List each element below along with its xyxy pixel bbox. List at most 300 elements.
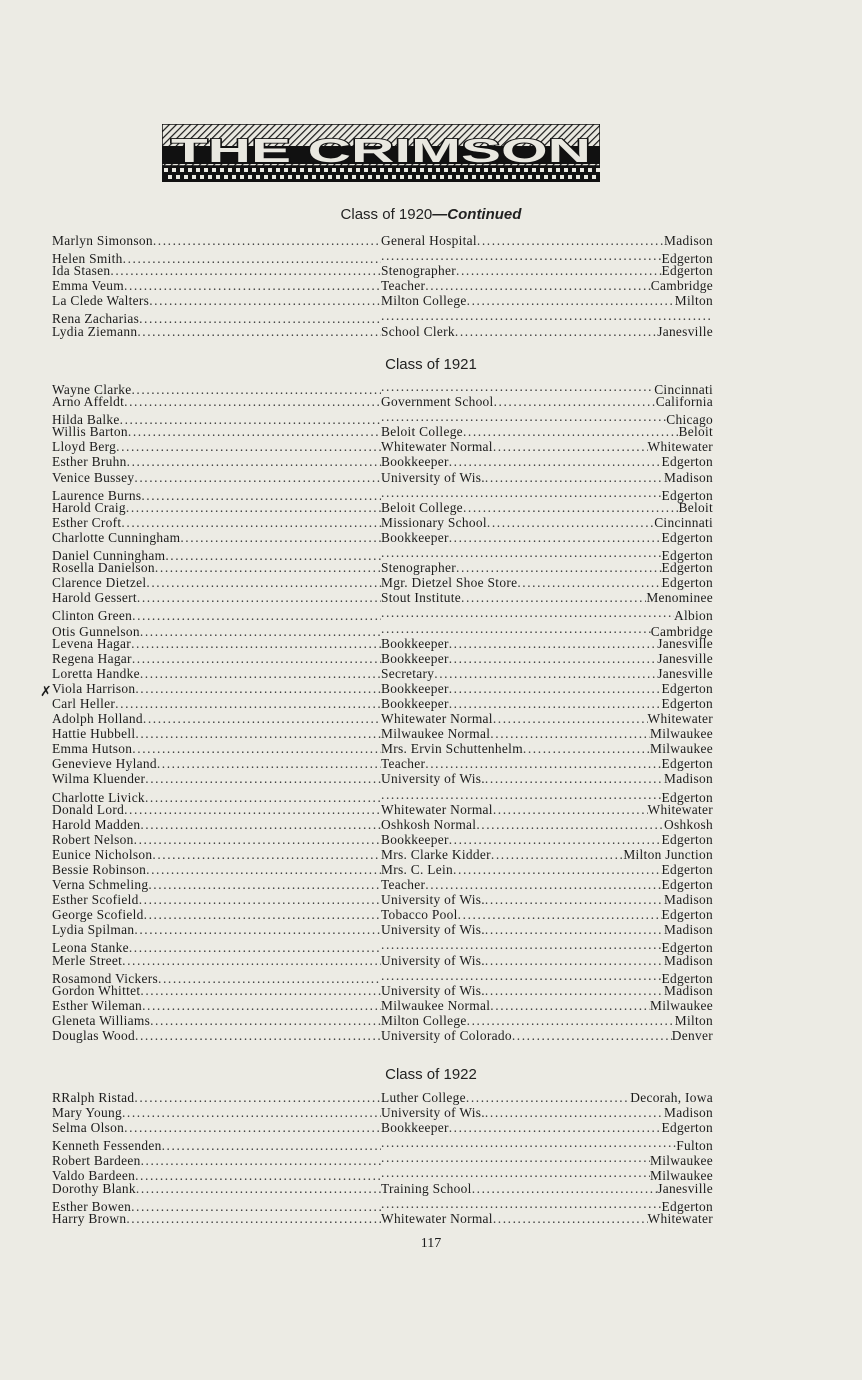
entry-occupation: University of Wis. xyxy=(381,469,485,485)
list-item xyxy=(52,696,713,711)
entry-name: Rena Zacharias xyxy=(52,311,140,327)
entry-name-cell xyxy=(52,832,381,847)
list-item xyxy=(52,308,713,327)
list-item xyxy=(52,439,713,454)
leader-dots xyxy=(135,726,381,741)
leader-dots xyxy=(149,293,381,308)
entry-occupation: Bookkeeper xyxy=(381,635,449,651)
entry-occupation: Tobacco Pool xyxy=(381,907,458,923)
banner-title: THE CRIMSON xyxy=(171,132,591,169)
entry-name-cell xyxy=(52,771,381,786)
entry-name: Lydia Spilman xyxy=(52,922,135,938)
entry-place: Madison xyxy=(664,982,713,998)
list-item xyxy=(52,1090,713,1105)
entry-name: Rosamond Vickers xyxy=(52,970,159,986)
entry-occupation-cell xyxy=(381,278,651,293)
entry-place: Edgerton xyxy=(661,529,713,545)
entry-place: Menominee xyxy=(646,590,713,606)
entry-occupation-cell xyxy=(381,817,664,832)
section-heading-1922: Class of 1922 xyxy=(385,1066,477,1083)
entry-name: Charlotte Cunningham xyxy=(52,529,181,545)
leader-dots xyxy=(381,1196,662,1211)
list-item xyxy=(52,500,713,515)
leader-dots xyxy=(131,636,381,651)
entry-name: Bessie Robinson xyxy=(52,862,147,877)
entry-occupation-cell xyxy=(381,233,664,248)
leader-dots xyxy=(381,1135,676,1150)
entry-name-cell xyxy=(52,1105,381,1120)
entry-occupation-cell xyxy=(381,1150,650,1165)
leader-dots xyxy=(425,278,651,293)
leader-dots xyxy=(134,470,381,485)
entry-place: Milwaukee xyxy=(650,997,713,1013)
leader-dots xyxy=(126,1211,381,1226)
entry-name: Gordon Whittet xyxy=(52,982,141,998)
list-item xyxy=(52,1120,713,1135)
entry-occupation: Whitewater Normal xyxy=(381,439,493,455)
entry-occupation: Bookkeeper xyxy=(381,650,449,666)
leader-dots xyxy=(449,681,662,696)
entry-occupation-cell xyxy=(381,1105,664,1120)
entry-occupation-cell xyxy=(381,424,678,439)
entry-place: Edgerton xyxy=(661,831,713,847)
leader-dots xyxy=(137,324,381,339)
leader-dots xyxy=(449,454,662,469)
leader-dots xyxy=(381,248,662,263)
leader-dots xyxy=(463,500,679,515)
entry-occupation: University of Wis. xyxy=(381,922,485,938)
entry-occupation: Government School xyxy=(381,394,494,410)
entry-name: Esther Bruhn xyxy=(52,454,127,470)
list-item xyxy=(52,756,713,771)
entry-occupation-cell xyxy=(381,1135,676,1150)
entry-name: Venice Bussey xyxy=(52,469,135,485)
entry-occupation: Bookkeeper xyxy=(381,695,449,711)
entry-name-cell xyxy=(52,711,381,726)
leader-dots xyxy=(472,1181,658,1196)
entry-place: Milwaukee xyxy=(650,1168,713,1184)
entry-occupation-cell xyxy=(381,636,657,651)
leader-dots xyxy=(124,394,381,409)
entry-place: Madison xyxy=(664,952,713,968)
leader-dots xyxy=(381,485,662,500)
entry-occupation: University of Wis. xyxy=(381,892,485,908)
entry-occupation-cell xyxy=(381,922,664,937)
entry-occupation: Bookkeeper xyxy=(381,831,449,847)
leader-dots xyxy=(456,560,662,575)
leader-dots xyxy=(127,454,381,469)
leader-dots xyxy=(122,953,381,968)
entry-name-cell xyxy=(52,651,381,666)
leader-dots xyxy=(153,233,381,248)
leader-dots xyxy=(143,711,381,726)
list-item xyxy=(52,1181,713,1196)
entry-occupation: Whitewater Normal xyxy=(381,711,493,727)
entry-name: Douglas Wood xyxy=(52,1028,135,1044)
entry-occupation: Teacher xyxy=(381,756,426,772)
leader-dots xyxy=(494,394,656,409)
entry-name: Harry Brown xyxy=(52,1210,127,1226)
entry-place: Decorah, Iowa xyxy=(630,1090,713,1105)
entry-name: Ida Stasen xyxy=(52,263,111,279)
leader-dots xyxy=(453,862,661,877)
entry-occupation-cell xyxy=(381,968,662,983)
leader-dots xyxy=(180,530,381,545)
leader-dots xyxy=(135,1028,381,1043)
leader-dots xyxy=(425,756,661,771)
entry-place: Madison xyxy=(664,892,713,908)
entry-place: Madison xyxy=(664,1105,713,1121)
entry-place: Milwaukee xyxy=(650,741,713,757)
list-item xyxy=(52,817,713,832)
entry-name-cell xyxy=(52,907,381,922)
class-1921-list xyxy=(52,379,713,1043)
list-item xyxy=(52,233,713,248)
leader-dots xyxy=(493,711,648,726)
entry-occupation-cell xyxy=(381,1196,662,1211)
entry-occupation-cell xyxy=(381,394,656,409)
entry-name-cell xyxy=(52,862,381,877)
entry-name-cell xyxy=(52,892,381,907)
leader-dots xyxy=(124,278,381,293)
entry-place: Milton Junction xyxy=(623,846,713,862)
entry-occupation: Beloit College xyxy=(381,424,463,440)
entry-occupation-cell xyxy=(381,485,662,500)
entry-occupation-cell xyxy=(381,802,648,817)
leader-dots xyxy=(145,771,381,786)
entry-name-cell xyxy=(52,636,381,651)
list-item xyxy=(52,560,713,575)
leader-dots xyxy=(144,907,381,922)
entry-place: Whitewater xyxy=(647,1210,713,1226)
leader-dots xyxy=(126,500,381,515)
entry-name: Carl Heller xyxy=(52,695,116,711)
entry-name-cell xyxy=(52,515,381,530)
entry-name: Harold Craig xyxy=(52,499,126,515)
list-item xyxy=(52,847,713,862)
entry-place: Whitewater xyxy=(647,439,713,455)
entry-name: Eunice Nicholson xyxy=(52,846,153,862)
entry-place: Milton xyxy=(674,293,713,309)
list-item xyxy=(52,621,713,639)
entry-name-cell xyxy=(52,1211,381,1226)
list-item xyxy=(52,1013,713,1028)
entry-occupation: University of Wis. xyxy=(381,1105,485,1121)
leader-dots xyxy=(434,666,657,681)
entry-name-cell xyxy=(52,998,381,1013)
entry-occupation: School Clerk xyxy=(381,323,455,339)
entry-occupation-cell xyxy=(381,756,662,771)
entry-occupation-cell xyxy=(381,1120,662,1135)
list-item xyxy=(52,263,713,278)
entry-occupation: Milwaukee Normal xyxy=(381,997,491,1013)
entry-name-cell xyxy=(52,263,381,278)
entry-occupation: Whitewater Normal xyxy=(381,1210,493,1226)
entry-occupation: Mrs. Ervin Schuttenhelm xyxy=(381,741,523,757)
entry-place: Denver xyxy=(671,1028,713,1044)
entry-name-cell xyxy=(52,293,381,308)
list-item xyxy=(52,1165,713,1184)
entry-name: Emma Veum xyxy=(52,278,124,294)
list-item xyxy=(52,248,713,267)
entry-occupation: Beloit College xyxy=(381,499,463,515)
entry-occupation-cell xyxy=(381,409,666,424)
entry-place: Edgerton xyxy=(661,575,713,591)
entry-place: Milton xyxy=(674,1012,713,1028)
entry-name-cell xyxy=(52,278,381,293)
leader-dots xyxy=(381,968,662,983)
entry-occupation-cell xyxy=(381,439,648,454)
leader-dots xyxy=(116,439,381,454)
entry-occupation: Bookkeeper xyxy=(381,1120,449,1136)
entry-name: RRalph Ristad xyxy=(52,1090,135,1105)
entry-place: Oshkosh xyxy=(664,816,713,832)
entry-occupation-cell xyxy=(381,726,650,741)
list-item xyxy=(52,892,713,907)
entry-occupation: Mgr. Dietzel Shoe Store xyxy=(381,575,518,591)
entry-occupation: General Hospital xyxy=(381,233,477,248)
entry-occupation: Missionary School xyxy=(381,514,487,530)
entry-occupation-cell xyxy=(381,454,662,469)
leader-dots xyxy=(493,1211,648,1226)
entry-occupation-cell xyxy=(381,862,662,877)
leader-dots xyxy=(152,847,381,862)
entry-place: California xyxy=(655,394,713,410)
check-mark: ✗ xyxy=(40,685,52,700)
entry-place: Edgerton xyxy=(661,1198,713,1214)
list-item xyxy=(52,293,713,308)
entry-name-cell xyxy=(52,439,381,454)
entry-occupation: Luther College xyxy=(381,1090,466,1105)
entry-occupation-cell xyxy=(381,711,648,726)
list-item xyxy=(52,515,713,530)
leader-dots xyxy=(455,324,657,339)
leader-dots xyxy=(449,696,662,711)
entry-name-cell xyxy=(52,560,381,575)
leader-dots xyxy=(381,605,674,620)
entry-occupation-cell xyxy=(381,907,662,922)
leader-dots xyxy=(381,545,662,560)
entry-occupation-cell xyxy=(381,953,664,968)
leader-dots xyxy=(485,1105,664,1120)
entry-place: Madison xyxy=(664,922,713,938)
entry-occupation: Whitewater Normal xyxy=(381,801,493,817)
entry-name-cell xyxy=(52,470,381,485)
entry-occupation-cell xyxy=(381,787,662,802)
entry-name: Emma Hutson xyxy=(52,741,133,757)
list-item xyxy=(52,530,713,545)
entry-name: Esther Croft xyxy=(52,514,122,530)
entry-place: Edgerton xyxy=(661,877,713,893)
leader-dots xyxy=(124,802,381,817)
leader-dots xyxy=(155,560,381,575)
entry-name: Leona Stanke xyxy=(52,940,129,956)
entry-name-cell xyxy=(52,530,381,545)
leader-dots xyxy=(381,308,713,323)
entry-place: Albion xyxy=(674,608,713,624)
entry-name: Robert Nelson xyxy=(52,831,134,847)
entry-place: Janesville xyxy=(657,635,713,651)
leader-dots xyxy=(134,922,381,937)
entry-occupation-cell xyxy=(381,666,657,681)
entry-name-cell xyxy=(52,424,381,439)
entry-place: Edgerton xyxy=(661,680,713,696)
list-item xyxy=(52,470,713,485)
list-item xyxy=(52,937,713,956)
list-item xyxy=(52,1105,713,1120)
list-item xyxy=(52,726,713,741)
entry-name-cell xyxy=(52,590,381,605)
entry-place: Whitewater xyxy=(647,801,713,817)
entry-occupation: Bookkeeper xyxy=(381,529,449,545)
entry-name: Lydia Ziemann xyxy=(52,323,138,339)
entry-name: Robert Bardeen xyxy=(52,1153,141,1169)
list-item xyxy=(52,379,713,397)
entry-name-cell xyxy=(52,666,381,681)
leader-dots xyxy=(485,922,664,937)
entry-occupation: Milton College xyxy=(381,1012,467,1028)
leader-dots xyxy=(122,1105,381,1120)
entry-occupation: University of Wis. xyxy=(381,771,485,787)
leader-dots xyxy=(137,590,381,605)
entry-occupation-cell xyxy=(381,560,662,575)
entry-name: Mary Young xyxy=(52,1105,122,1121)
entry-name-cell xyxy=(52,802,381,817)
list-item xyxy=(52,802,713,817)
entry-name: George Scofield xyxy=(52,907,144,923)
leader-dots xyxy=(449,1120,662,1135)
entry-occupation-cell xyxy=(381,470,664,485)
entry-occupation-cell xyxy=(381,983,664,998)
entry-place: Cincinnati xyxy=(654,514,713,530)
entry-name: Kenneth Fessenden xyxy=(52,1138,162,1154)
list-item xyxy=(52,1211,713,1226)
list-item xyxy=(52,681,713,696)
entry-occupation: Mrs. Clarke Kidder xyxy=(381,846,491,862)
entry-occupation: Oshkosh Normal xyxy=(381,816,477,832)
entry-occupation-cell xyxy=(381,892,664,907)
entry-occupation: Stenographer xyxy=(381,263,456,279)
entry-occupation-cell xyxy=(381,515,654,530)
entry-place: Edgerton xyxy=(661,251,713,267)
list-item xyxy=(52,983,713,998)
leader-dots xyxy=(485,892,664,907)
class-1920-list xyxy=(52,233,713,339)
leader-dots xyxy=(115,696,381,711)
entry-place: Chicago xyxy=(666,412,713,428)
entry-place: Beloit xyxy=(678,499,713,515)
list-item xyxy=(52,454,713,469)
entry-name: Dorothy Blank xyxy=(52,1180,136,1196)
entry-name: Wayne Clarke xyxy=(52,382,132,397)
entry-place: Milwaukee xyxy=(650,1153,713,1169)
leader-dots xyxy=(146,862,381,877)
entry-place: Madison xyxy=(664,233,713,248)
leader-dots xyxy=(140,666,381,681)
entry-occupation: Bookkeeper xyxy=(381,680,449,696)
entry-name: Lloyd Berg xyxy=(52,439,117,455)
entry-name: Charlotte Livick xyxy=(52,789,145,805)
leader-dots xyxy=(128,424,381,439)
leader-dots xyxy=(485,983,664,998)
leader-dots xyxy=(463,424,679,439)
entry-name: Esther Scofield xyxy=(52,892,139,908)
leader-dots xyxy=(381,1150,650,1165)
leader-dots xyxy=(493,439,648,454)
list-item xyxy=(52,832,713,847)
entry-name: Valdo Bardeen xyxy=(52,1168,136,1184)
crimson-banner xyxy=(162,124,600,182)
leader-dots xyxy=(132,651,381,666)
entry-place: Madison xyxy=(664,469,713,485)
list-item xyxy=(52,651,713,666)
entry-name: Adolph Holland xyxy=(52,711,143,727)
leader-dots xyxy=(493,802,648,817)
entry-occupation-cell xyxy=(381,530,662,545)
leader-dots xyxy=(491,847,623,862)
entry-occupation-cell xyxy=(381,500,678,515)
leader-dots xyxy=(449,651,657,666)
leader-dots xyxy=(467,1013,675,1028)
leader-dots xyxy=(381,787,662,802)
entry-occupation: Secretary xyxy=(381,665,435,681)
entry-occupation-cell xyxy=(381,263,662,278)
entry-occupation: Stenographer xyxy=(381,560,456,576)
leader-dots xyxy=(162,1138,381,1153)
entry-place: Edgerton xyxy=(661,970,713,986)
entry-name: Helen Smith xyxy=(52,251,123,267)
list-item xyxy=(52,968,713,986)
crimson-banner-art xyxy=(162,124,600,182)
leader-dots xyxy=(134,832,381,847)
list-item xyxy=(52,862,713,877)
entry-place: Edgerton xyxy=(661,907,713,923)
entry-name-cell xyxy=(52,608,381,623)
entry-occupation-cell xyxy=(381,741,650,756)
entry-name-cell xyxy=(52,817,381,832)
leader-dots xyxy=(456,263,662,278)
list-item xyxy=(52,998,713,1013)
leader-dots xyxy=(132,608,381,623)
leader-dots xyxy=(136,1181,381,1196)
section-heading-1921: Class of 1921 xyxy=(385,356,477,373)
leader-dots xyxy=(110,263,381,278)
entry-name-cell xyxy=(52,756,381,771)
entry-place: Edgerton xyxy=(661,789,713,805)
entry-name: Genevieve Hyland xyxy=(52,756,157,772)
entry-occupation-cell xyxy=(381,1028,672,1043)
entry-occupation: Milton College xyxy=(381,293,467,309)
entry-occupation-cell xyxy=(381,681,662,696)
leader-dots xyxy=(461,590,646,605)
entry-name-cell xyxy=(52,983,381,998)
entry-name: Daniel Cunningham xyxy=(52,548,166,564)
entry-name-cell xyxy=(52,1090,381,1105)
leader-dots xyxy=(477,233,664,248)
entry-name: Selma Olson xyxy=(52,1120,125,1136)
entry-name-cell xyxy=(52,1120,381,1135)
leader-dots xyxy=(485,470,664,485)
leader-dots xyxy=(157,756,381,771)
leader-dots xyxy=(142,998,381,1013)
entry-name-cell xyxy=(52,847,381,862)
entry-name-cell xyxy=(52,454,381,469)
entry-name-cell xyxy=(52,233,381,248)
leader-dots xyxy=(381,1165,650,1180)
leader-dots xyxy=(458,907,662,922)
entry-place: Milwaukee xyxy=(650,726,713,742)
entry-name: Willis Barton xyxy=(52,424,128,440)
